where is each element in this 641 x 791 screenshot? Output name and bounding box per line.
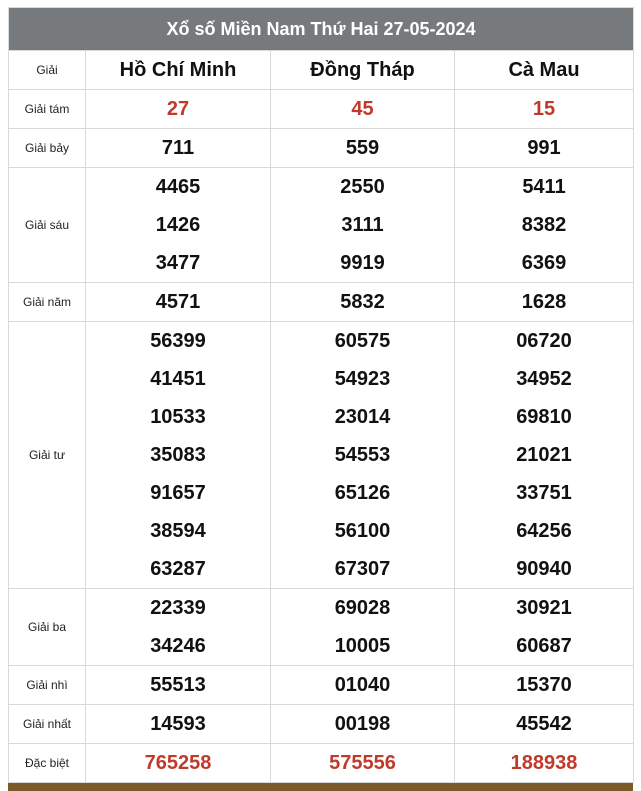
prize-label: Giải bảy bbox=[9, 129, 86, 168]
prize-cell bbox=[271, 283, 455, 322]
prize-number: 54923 bbox=[334, 368, 391, 390]
prize-number: 15370 bbox=[516, 674, 572, 696]
prize-label: Giải nhì bbox=[9, 666, 86, 705]
prize-cell bbox=[271, 589, 455, 666]
province-name[interactable]: Đồng Tháp bbox=[271, 51, 455, 90]
prize-number: 69810 bbox=[516, 406, 572, 428]
page-title: Xổ số Miền Nam Thứ Hai 27-05-2024 bbox=[9, 8, 634, 51]
prize-number: 91657 bbox=[150, 482, 206, 504]
prize-cell bbox=[271, 744, 455, 783]
prize-number: 06720 bbox=[516, 330, 572, 352]
prize-number: 8382 bbox=[521, 214, 567, 236]
prize-number: 33751 bbox=[516, 482, 572, 504]
prize-cell bbox=[455, 589, 634, 666]
prize-row bbox=[9, 90, 634, 129]
prize-number: 10533 bbox=[150, 406, 206, 428]
prize-number: 711 bbox=[161, 137, 195, 159]
prize-number: 60575 bbox=[334, 330, 391, 352]
prize-cell bbox=[455, 705, 634, 744]
prize-cell bbox=[271, 322, 455, 589]
prize-number: 575556 bbox=[329, 752, 396, 774]
prize-label: Đặc biệt bbox=[9, 744, 86, 783]
prize-cell bbox=[86, 168, 271, 283]
prize-number: 45 bbox=[351, 98, 374, 120]
prize-row bbox=[9, 322, 634, 589]
prize-row bbox=[9, 283, 634, 322]
prize-cell bbox=[455, 744, 634, 783]
prize-number: 559 bbox=[345, 137, 380, 159]
prize-number: 90940 bbox=[516, 558, 572, 580]
prize-number: 34952 bbox=[516, 368, 572, 390]
prize-label: Giải nhất bbox=[9, 705, 86, 744]
province-name[interactable]: Cà Mau bbox=[455, 51, 634, 90]
prize-cell bbox=[86, 666, 271, 705]
prize-number: 23014 bbox=[334, 406, 391, 428]
prize-cell bbox=[271, 129, 455, 168]
prize-number: 56399 bbox=[150, 330, 206, 352]
prize-cell bbox=[455, 283, 634, 322]
prize-number: 41451 bbox=[150, 368, 206, 390]
prize-number: 4465 bbox=[155, 176, 201, 198]
results-table bbox=[8, 7, 634, 783]
prize-cell bbox=[86, 322, 271, 589]
prize-number: 1628 bbox=[521, 291, 567, 313]
prize-label: Giải ba bbox=[9, 589, 86, 666]
prize-number: 3111 bbox=[341, 214, 384, 236]
prize-number: 2550 bbox=[340, 176, 385, 198]
prize-number: 65126 bbox=[334, 482, 391, 504]
prize-label: Giải tám bbox=[9, 90, 86, 129]
prize-label: Giải tư bbox=[9, 322, 86, 589]
prize-number: 30921 bbox=[516, 597, 572, 619]
prize-row bbox=[9, 705, 634, 744]
prize-cell bbox=[455, 129, 634, 168]
prize-cell bbox=[86, 589, 271, 666]
prize-number: 188938 bbox=[510, 752, 578, 774]
prize-row bbox=[9, 666, 634, 705]
prize-column-header: Giải bbox=[9, 51, 86, 90]
prize-number: 14593 bbox=[150, 713, 206, 735]
prize-cell bbox=[86, 705, 271, 744]
prize-number: 9919 bbox=[340, 252, 385, 274]
prize-row bbox=[9, 168, 634, 283]
prize-number: 45542 bbox=[516, 713, 572, 735]
prize-cell bbox=[271, 168, 455, 283]
prize-number: 5832 bbox=[340, 291, 385, 313]
prize-number: 4571 bbox=[155, 291, 201, 313]
prize-cell bbox=[455, 168, 634, 283]
prize-cell bbox=[455, 322, 634, 589]
prize-number: 00198 bbox=[334, 713, 391, 735]
prize-number: 10005 bbox=[334, 635, 391, 657]
prize-row bbox=[9, 744, 634, 783]
prize-cell bbox=[271, 90, 455, 129]
prize-number: 01040 bbox=[334, 674, 391, 696]
prize-number: 69028 bbox=[334, 597, 391, 619]
prize-number: 34246 bbox=[150, 635, 206, 657]
prize-cell bbox=[271, 666, 455, 705]
prize-cell bbox=[86, 283, 271, 322]
prize-number: 38594 bbox=[150, 520, 206, 542]
prize-label: Giải năm bbox=[9, 283, 86, 322]
province-header-row bbox=[9, 51, 634, 90]
prize-number: 55513 bbox=[150, 674, 206, 696]
prize-number: 15 bbox=[532, 98, 556, 120]
prize-number: 5411 bbox=[522, 176, 566, 198]
prize-number: 3477 bbox=[155, 252, 201, 274]
prize-number: 54553 bbox=[334, 444, 391, 466]
prize-number: 64256 bbox=[516, 520, 572, 542]
prize-number: 1426 bbox=[155, 214, 201, 236]
prize-row bbox=[9, 129, 634, 168]
footer-bar bbox=[8, 783, 633, 791]
prize-number: 67307 bbox=[334, 558, 391, 580]
prize-number: 60687 bbox=[516, 635, 572, 657]
prize-cell bbox=[271, 705, 455, 744]
prize-number: 6369 bbox=[521, 252, 567, 274]
prize-label: Giải sáu bbox=[9, 168, 86, 283]
prize-cell bbox=[86, 90, 271, 129]
prize-cell bbox=[86, 129, 271, 168]
prize-number: 991 bbox=[527, 137, 561, 159]
prize-number: 22339 bbox=[150, 597, 206, 619]
prize-cell bbox=[455, 90, 634, 129]
prize-number: 56100 bbox=[334, 520, 391, 542]
prize-row bbox=[9, 589, 634, 666]
prize-cell bbox=[86, 744, 271, 783]
province-name[interactable]: Hồ Chí Minh bbox=[86, 51, 271, 90]
prize-cell bbox=[455, 666, 634, 705]
prize-number: 21021 bbox=[516, 444, 572, 466]
prize-number: 35083 bbox=[150, 444, 206, 466]
prize-number: 765258 bbox=[144, 752, 212, 774]
prize-number: 63287 bbox=[150, 558, 206, 580]
prize-number: 27 bbox=[166, 98, 190, 120]
